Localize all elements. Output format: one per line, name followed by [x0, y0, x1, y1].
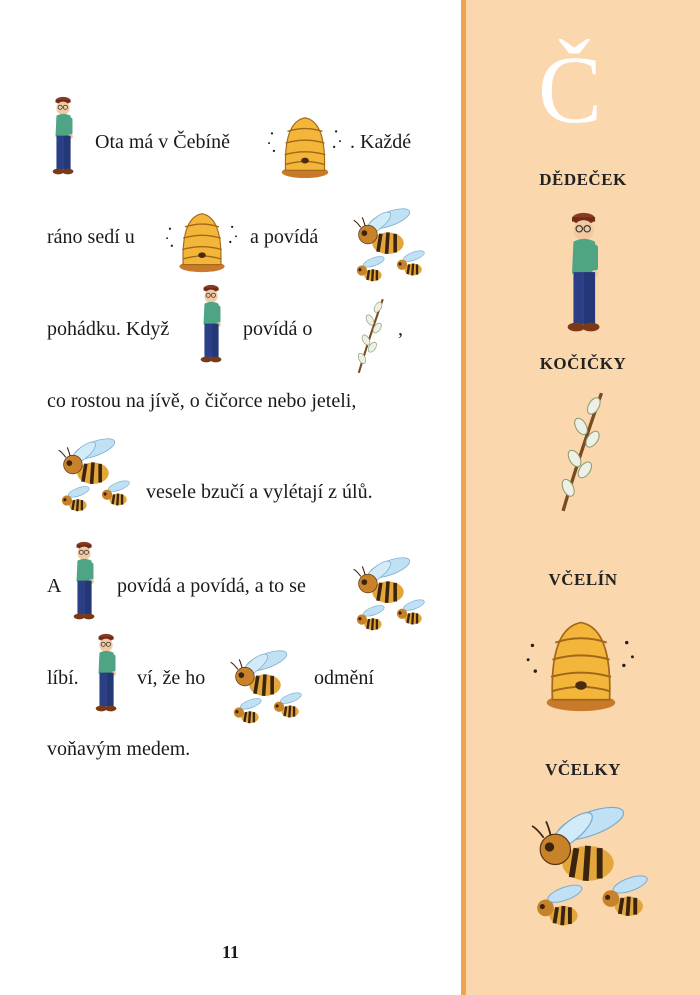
story-text-fragment: povídá a povídá, a to se — [117, 575, 306, 597]
bees-icon — [345, 203, 431, 289]
story-text-fragment: voňavým medem. — [47, 738, 191, 760]
bees-icon — [345, 552, 431, 638]
grandpa-icon — [70, 540, 100, 625]
story-text-fragment: pohádku. Když — [47, 318, 170, 340]
story-text-fragment: co rostou na jívě, o čičorce nebo jeteli, — [47, 390, 357, 412]
glossary-label: KOČIČKY — [539, 354, 627, 373]
catkin-branch-icon — [345, 296, 395, 376]
story-text-fragment: vesele bzučí a vylétají z úlů. — [146, 481, 373, 503]
story-text-fragment: líbí. — [47, 667, 79, 689]
chapter-letter: Č — [538, 36, 603, 143]
bees-icon — [222, 645, 308, 731]
beehive-icon — [262, 112, 348, 180]
grandpa-icon — [49, 95, 79, 180]
glossary-label: VČELÍN — [548, 570, 618, 589]
page-number: 11 — [221, 942, 239, 962]
story-text-fragment: ví, že ho — [137, 667, 206, 689]
story-text-fragment: a povídá — [250, 226, 319, 248]
beehive-icon — [516, 614, 646, 714]
story-text-fragment: odmění — [314, 667, 374, 689]
beehive-icon — [160, 208, 244, 274]
glossary-label: DĚDEČEK — [539, 170, 627, 189]
grandpa-icon — [92, 632, 122, 717]
story-text-fragment: A — [47, 575, 62, 597]
grandpa-icon — [197, 283, 227, 368]
story-text-fragment: Ota má v Čebíně — [95, 131, 230, 153]
bees-icon — [50, 433, 136, 519]
story-text-fragment: . Každé — [350, 131, 412, 153]
catkin-branch-icon — [546, 388, 616, 516]
story-text-fragment: , — [398, 318, 403, 340]
glossary-label: VČELKY — [545, 760, 621, 779]
glossary-sidebar — [461, 0, 700, 995]
story-text-fragment: povídá o — [243, 318, 313, 340]
story-text-fragment: ráno sedí u — [47, 226, 135, 248]
bees-icon — [518, 798, 658, 938]
grandpa-icon — [563, 210, 607, 340]
